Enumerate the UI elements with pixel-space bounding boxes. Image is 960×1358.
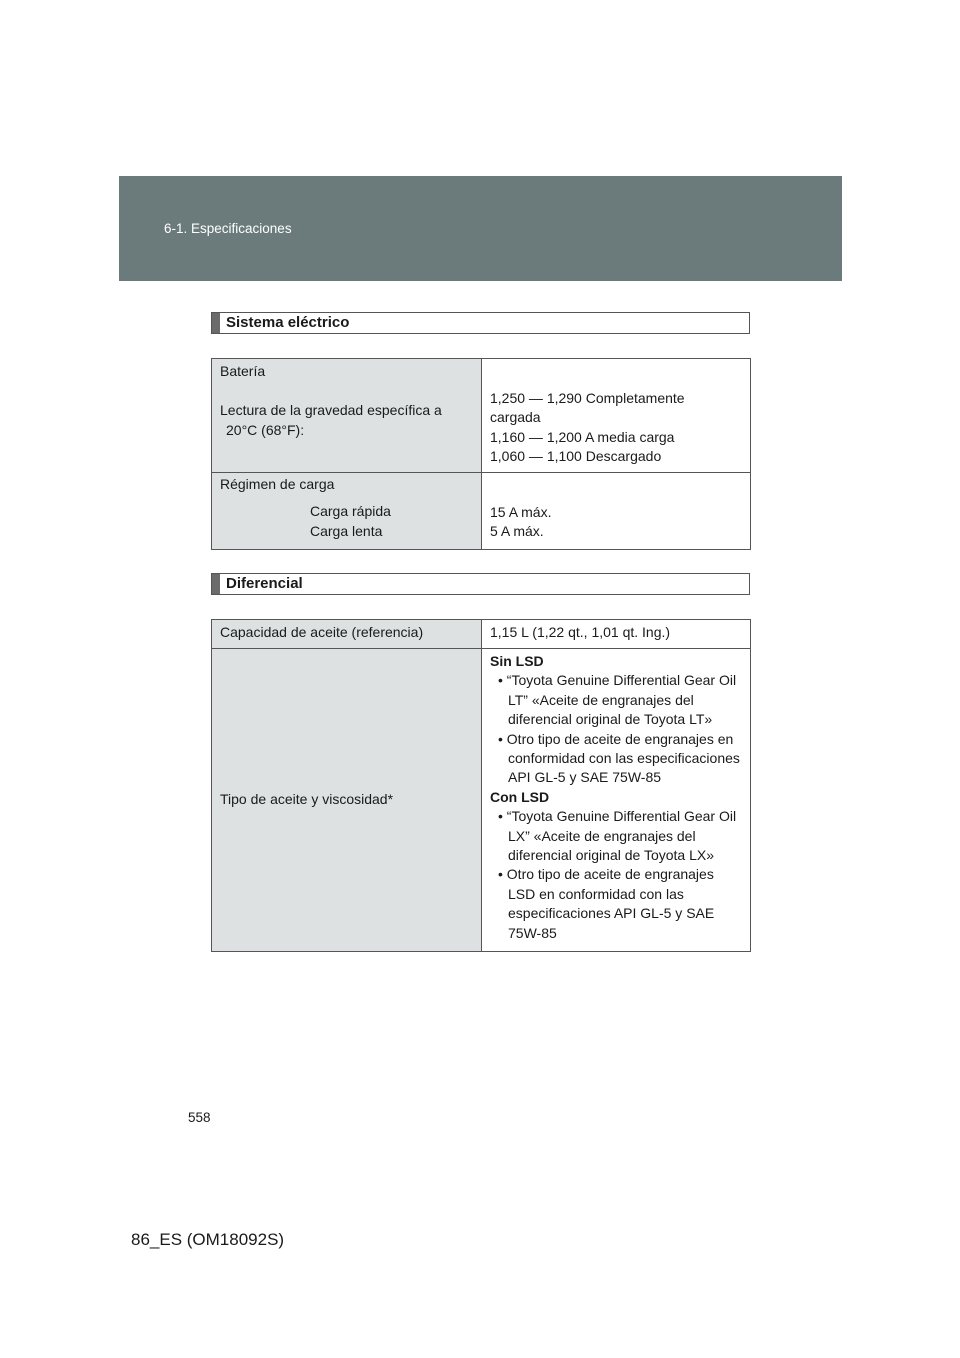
battery-value-line: 1,060 — 1,100 Descargado bbox=[490, 448, 662, 465]
differential-heading bbox=[211, 573, 750, 595]
no-lsd-heading: Sin LSD bbox=[490, 653, 544, 669]
electrical-heading bbox=[211, 312, 750, 334]
lsd-item: • Otro tipo de aceite de engranajes LSD en conformidad con las especificaciones API GL-5 y SAE 75W-85 bbox=[498, 866, 715, 941]
page-number: 558 bbox=[188, 1110, 211, 1125]
battery-value-line: cargada bbox=[490, 409, 541, 426]
differential-table bbox=[211, 619, 751, 952]
fast-charge-label: Carga rápida bbox=[310, 503, 391, 520]
capacity-row bbox=[212, 620, 751, 649]
lsd-item: • “Toyota Genuine Differential Gear Oil LX” «Aceite de engranajes del diferencial original de Toyota LX» bbox=[498, 808, 737, 864]
battery-sublabel-1: Lectura de la gravedad específica a bbox=[220, 402, 442, 419]
chapter-header bbox=[119, 176, 842, 281]
no-lsd-item: • “Toyota Genuine Differential Gear Oil LT” «Aceite de engranajes del diferencial original de Toyota LT» bbox=[498, 672, 737, 728]
charge-row bbox=[212, 473, 751, 550]
battery-label-cell bbox=[212, 359, 482, 473]
slow-charge-value: 5 A máx. bbox=[490, 523, 544, 540]
battery-row bbox=[212, 359, 751, 473]
battery-sublabel-2: 20°C (68°F): bbox=[226, 421, 305, 438]
battery-value-line: 1,250 — 1,290 Completamente bbox=[490, 390, 685, 406]
capacity-value: 1,15 L (1,22 qt., 1,01 qt. Ing.) bbox=[482, 620, 751, 649]
lsd-heading: Con LSD bbox=[490, 788, 550, 805]
differential-title: Diferencial bbox=[226, 575, 303, 592]
no-lsd-item: • Otro tipo de aceite de engranajes en conformidad con las especificaciones API GL-5 y SAE 75W-85 bbox=[498, 730, 740, 786]
charge-label: Régimen de carga bbox=[220, 476, 335, 492]
charge-value-cell bbox=[482, 473, 751, 550]
electrical-table bbox=[211, 358, 751, 550]
battery-label: Batería bbox=[220, 363, 266, 379]
heading-marker bbox=[212, 313, 220, 333]
section-title: 6-1. Especificaciones bbox=[164, 221, 292, 236]
oil-type-row bbox=[212, 649, 751, 952]
document-code: 86_ES (OM18092S) bbox=[131, 1230, 285, 1249]
battery-value-cell bbox=[482, 359, 751, 473]
heading-marker bbox=[212, 574, 220, 594]
electrical-title: Sistema eléctrico bbox=[226, 314, 350, 331]
capacity-label: Capacidad de aceite (referencia) bbox=[212, 620, 482, 649]
slow-charge-label: Carga lenta bbox=[310, 522, 383, 539]
charge-label-cell bbox=[212, 473, 482, 550]
battery-value-line: 1,160 — 1,200 A media carga bbox=[490, 428, 675, 445]
oil-type-label: Tipo de aceite y viscosidad* bbox=[212, 649, 482, 952]
fast-charge-value: 15 A máx. bbox=[490, 504, 552, 520]
oil-type-value-cell bbox=[482, 649, 751, 952]
